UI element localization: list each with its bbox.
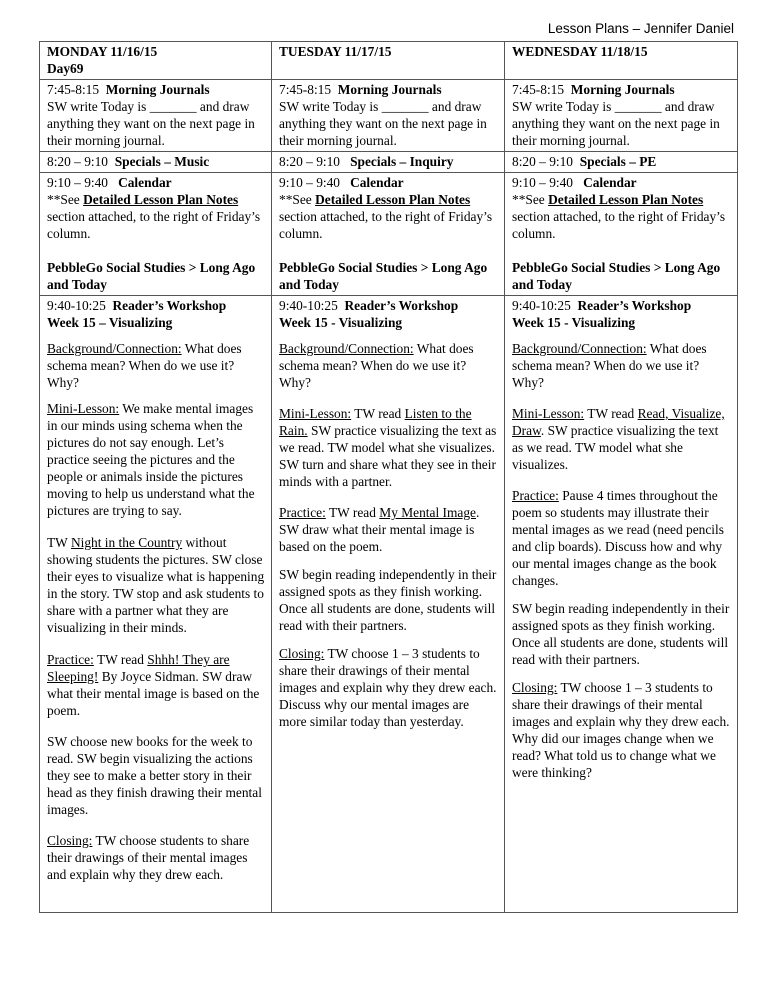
background-text: What does schema mean? When do we use it? Why? [512, 341, 707, 390]
slot-time: 9:40-10:25 [279, 298, 338, 313]
calendar-row [40, 173, 738, 296]
slot-time: 9:10 – 9:40 [512, 175, 574, 190]
slot-title: Reader’s Workshop [577, 298, 692, 313]
see-note: **See [512, 192, 545, 207]
slot-title: Morning Journals [105, 82, 210, 97]
tw-prefix: TW [47, 535, 68, 550]
book-title: My Mental Image [379, 505, 476, 520]
monday-header-cell [40, 42, 272, 80]
slot-title: Specials – Inquiry [350, 154, 454, 169]
book-title: Shhh! They are Sleeping! [47, 652, 230, 684]
slot-time: 8:20 – 9:10 [47, 154, 109, 169]
independent-reading-text: SW choose new books for the week to read. SW begin visualizing the actions they see to make a better story in their head as they finish drawing their mental images. [47, 734, 262, 817]
slot-text: SW write Today is _______ and draw anything they want on the next page in their morning journal. [279, 99, 487, 148]
slot-title: Specials – PE [579, 154, 657, 169]
calendar-cell [40, 173, 272, 296]
mini-lesson-prefix: TW read [354, 406, 402, 421]
slot-title: Reader’s Workshop [344, 298, 459, 313]
day-header-row [40, 42, 738, 80]
journals-cell [40, 80, 272, 152]
readers-workshop-row [40, 296, 738, 913]
practice-text: Pause 4 times throughout the poem so students may illustrate their mental images as we read (need pencils and clip boards). Discuss how and why our mental images change as the book changes. [512, 488, 724, 588]
mini-lesson-label: Mini-Lesson: [47, 401, 120, 416]
slot-title: Specials – Music [114, 154, 210, 169]
background-label: Background/Connection: [47, 341, 182, 356]
slot-title: Calendar [583, 175, 637, 190]
slot-time: 7:45-8:15 [279, 82, 332, 97]
specials-cell [505, 152, 738, 173]
day-title: WEDNESDAY 11/18/15 [512, 44, 648, 59]
detailed-notes-link[interactable]: Detailed Lesson Plan Notes [83, 192, 239, 207]
background-label: Background/Connection: [512, 341, 647, 356]
slot-time: 9:40-10:25 [512, 298, 571, 313]
slot-time: 9:40-10:25 [47, 298, 106, 313]
practice-prefix: TW read [328, 505, 376, 520]
journals-cell [272, 80, 505, 152]
morning-journals-row [40, 80, 738, 152]
monday-readers-cell [40, 296, 272, 913]
see-note: **See [47, 192, 80, 207]
book-title: Night in the Country [70, 535, 183, 550]
practice-label: Practice: [512, 488, 559, 503]
slot-title: Reader’s Workshop [112, 298, 227, 313]
mini-lesson-text: SW practice visualizing the text as we read. TW model what she visualizes. SW turn and share what they see in their minds with a partner. [279, 423, 497, 489]
day-title: MONDAY 11/16/15 [47, 44, 158, 59]
slot-time: 8:20 – 9:10 [512, 154, 574, 169]
mini-lesson-label: Mini-Lesson: [279, 406, 352, 421]
background-text: What does schema mean? When do we use it? Why? [47, 341, 242, 390]
slot-text: SW write Today is _______ and draw anything they want on the next page in their morning journal. [47, 99, 255, 148]
slot-time: 9:10 – 9:40 [279, 175, 341, 190]
mini-lesson-label: Mini-Lesson: [512, 406, 585, 421]
slot-time: 8:20 – 9:10 [279, 154, 341, 169]
book-title: Listen to the Rain. [279, 406, 472, 438]
slot-title: Calendar [350, 175, 404, 190]
mini-lesson-prefix: TW read [587, 406, 635, 421]
journals-cell [505, 80, 738, 152]
lesson-plan-table [39, 41, 738, 913]
pebblego-line: PebbleGo Social Studies > Long Ago and Today [512, 260, 721, 292]
see-note-rest: section attached, to the right of Friday’s column. [279, 209, 493, 241]
mini-lesson-text: We make mental images in our minds using schema when the pictures do not say enough. Let’s practice seeing the pictures and the people or animals inside the pictures moving to help us understand what the pictures are trying to say. [47, 401, 255, 518]
practice-text: By Joyce Sidman. SW draw what their mental image is based on the poem. [47, 669, 260, 718]
calendar-cell [505, 173, 738, 296]
slot-title: Calendar [118, 175, 172, 190]
detailed-notes-link[interactable]: Detailed Lesson Plan Notes [315, 192, 471, 207]
closing-text: TW choose 1 – 3 students to share their drawings of their mental images and explain why they drew each. Why did our images change when we read? What told us to change what we were thinking? [512, 680, 730, 780]
specials-cell [272, 152, 505, 173]
book-title: Read, Visualize, Draw [512, 406, 725, 438]
independent-reading-text: SW begin reading independently in their assigned spots as they finish working. Once all students are done, students will read with their partners. [279, 567, 497, 633]
slot-time: 9:10 – 9:40 [47, 175, 109, 190]
slot-title: Morning Journals [570, 82, 675, 97]
tuesday-readers-cell [272, 296, 505, 913]
week-label: Week 15 – Visualizing [47, 315, 173, 330]
specials-cell [40, 152, 272, 173]
mini-lesson-text: . SW practice visualizing the text as we read. TW model what she visualizes. [512, 423, 719, 472]
wednesday-readers-cell [505, 296, 738, 913]
see-note-rest: section attached, to the right of Friday’s column. [512, 209, 726, 241]
specials-row [40, 152, 738, 173]
calendar-cell [272, 173, 505, 296]
background-label: Background/Connection: [279, 341, 414, 356]
day-title: TUESDAY 11/17/15 [279, 44, 392, 59]
closing-label: Closing: [512, 680, 558, 695]
see-note: **See [279, 192, 312, 207]
background-text: What does schema mean? When do we use it? Why? [279, 341, 474, 390]
closing-text: TW choose students to share their drawings of their mental images and explain why they drew each. [47, 833, 250, 882]
see-note-rest: section attached, to the right of Friday’s column. [47, 209, 261, 241]
day-number: Day69 [47, 61, 84, 76]
week-label: Week 15 - Visualizing [512, 315, 636, 330]
wednesday-header-cell [505, 42, 738, 80]
practice-text: . SW draw what their mental image is based on the poem. [279, 505, 480, 554]
pebblego-line: PebbleGo Social Studies > Long Ago and Today [279, 260, 488, 292]
pebblego-line: PebbleGo Social Studies > Long Ago and Today [47, 260, 256, 292]
practice-label: Practice: [47, 652, 94, 667]
document-header: Lesson Plans – Jennifer Daniel [547, 21, 734, 36]
slot-time: 7:45-8:15 [47, 82, 100, 97]
slot-title: Morning Journals [337, 82, 442, 97]
slot-text: SW write Today is _______ and draw anything they want on the next page in their morning journal. [512, 99, 720, 148]
closing-label: Closing: [279, 646, 325, 661]
detailed-notes-link[interactable]: Detailed Lesson Plan Notes [548, 192, 704, 207]
closing-label: Closing: [47, 833, 93, 848]
tuesday-header-cell [272, 42, 505, 80]
independent-reading-text: SW begin reading independently in their assigned spots as they finish working. Once all students are done, students will read with their partners. [512, 601, 730, 667]
closing-text: TW choose 1 – 3 students to share their drawings of their mental images and explain why they drew each. Discuss why our mental images are more similar today than yesterday. [279, 646, 497, 729]
practice-prefix: TW read [96, 652, 144, 667]
read-aloud-text: without showing students the pictures. SW close their eyes to visualize what is happening in the story. TW stop and ask students to share with a partner what they are visualizing in their minds. [47, 535, 265, 635]
slot-time: 7:45-8:15 [512, 82, 565, 97]
practice-label: Practice: [279, 505, 326, 520]
week-label: Week 15 - Visualizing [279, 315, 403, 330]
